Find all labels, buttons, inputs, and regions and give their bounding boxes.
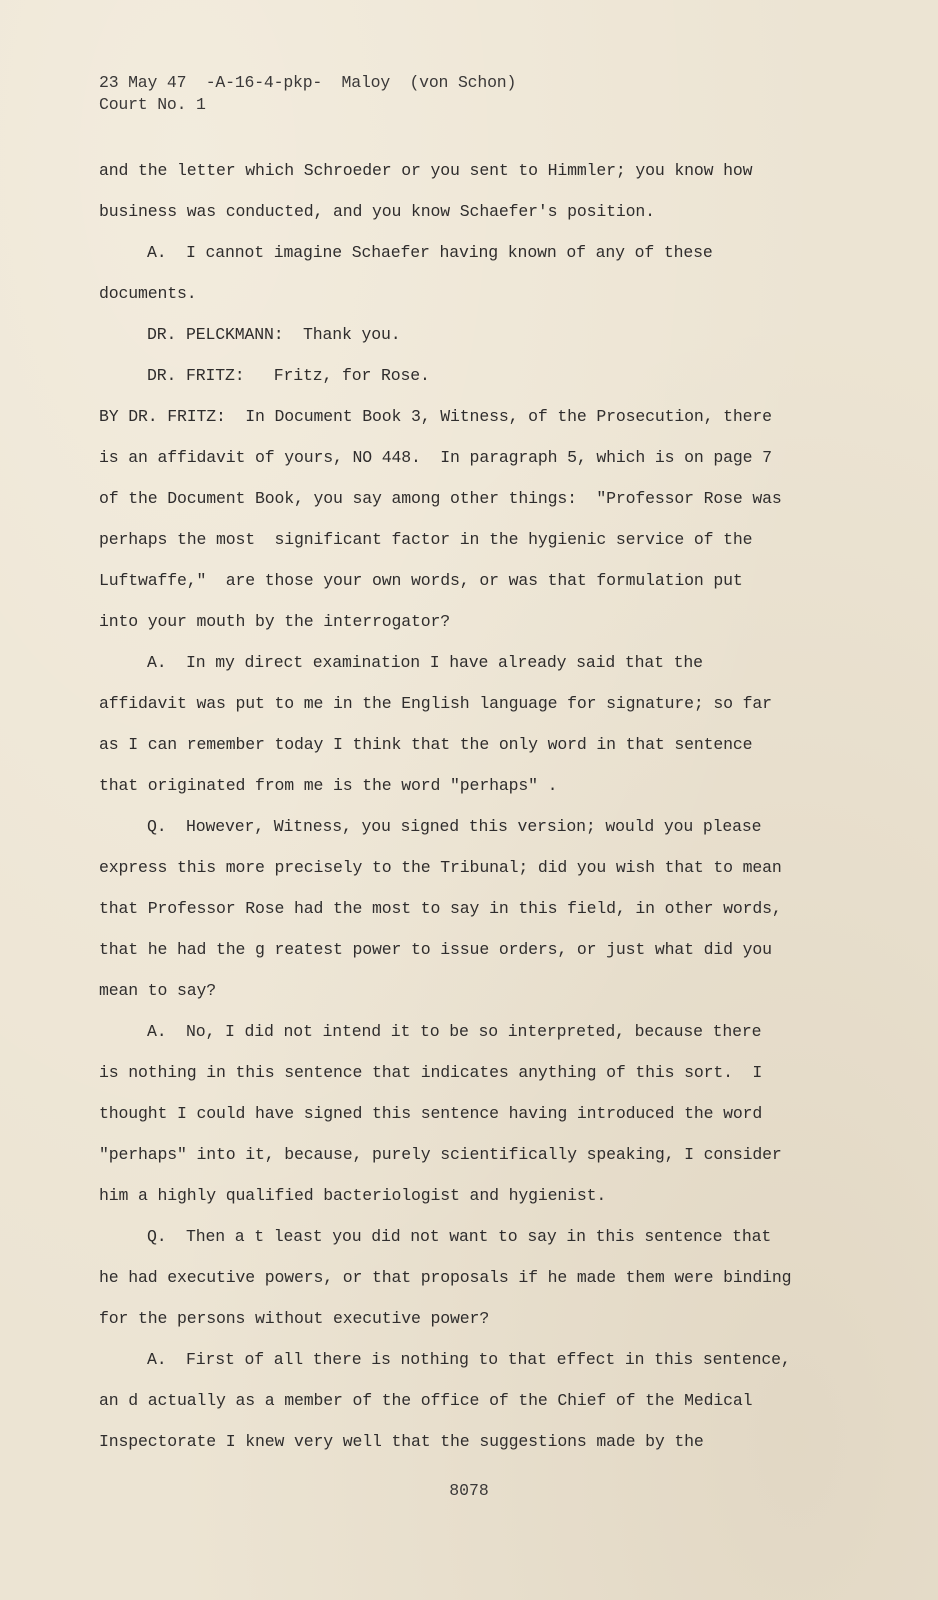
transcript-line: that he had the g reatest power to issue orders, or just what did you [99,940,772,959]
transcript-line: DR. FRITZ: Fritz, for Rose. [147,366,430,385]
header-date-line: 23 May 47 -A-16-4-pkp- Maloy (von Schon) [99,73,517,92]
transcript-line: for the persons without executive power? [99,1309,490,1328]
transcript-line: and the letter which Schroeder or you sent to Himmler; you know how [99,161,753,180]
transcript-line: Luftwaffe," are those your own words, or was that formulation put [99,571,743,590]
transcript-line: is nothing in this sentence that indicates anything of this sort. I [99,1063,763,1082]
page-number: 8078 [449,1481,489,1500]
transcript-line: affidavit was put to me in the English language for signature; so far [99,694,772,713]
transcript-line: A. I cannot imagine Schaefer having known of any of these [147,243,713,262]
transcript-line: thought I could have signed this sentence having introduced the word [99,1104,763,1123]
transcript-line: business was conducted, and you know Schaefer's position. [99,202,655,221]
transcript-line: A. No, I did not intend it to be so interpreted, because there [147,1022,762,1041]
transcript-line: him a highly qualified bacteriologist and hygienist. [99,1186,607,1205]
transcript-line: DR. PELCKMANN: Thank you. [147,325,401,344]
transcript-line: A. First of all there is nothing to that effect in this sentence, [147,1350,791,1369]
transcript-body [99,150,834,1462]
transcript-line: "perhaps" into it, because, purely scientifically speaking, I consider [99,1145,782,1164]
transcript-line: an d actually as a member of the office of the Chief of the Medical [99,1391,753,1410]
transcript-line: Q. However, Witness, you signed this version; would you please [147,817,762,836]
transcript-line: documents. [99,284,197,303]
transcript-line: Q. Then a t least you did not want to say in this sentence that [147,1227,772,1246]
transcript-line: that originated from me is the word "perhaps" . [99,776,558,795]
transcript-line: express this more precisely to the Tribunal; did you wish that to mean [99,858,782,877]
transcript-line: of the Document Book, you say among other things: "Professor Rose was [99,489,782,508]
transcript-line: he had executive powers, or that proposals if he made them were binding [99,1268,792,1287]
page-header [99,72,516,116]
transcript-line: perhaps the most significant factor in the hygienic service of the [99,530,753,549]
transcript-line: as I can remember today I think that the only word in that sentence [99,735,753,754]
transcript-line: A. In my direct examination I have already said that the [147,653,703,672]
transcript-line: into your mouth by the interrogator? [99,612,451,631]
transcript-line: Inspectorate I knew very well that the suggestions made by the [99,1432,704,1451]
transcript-line: that Professor Rose had the most to say in this field, in other words, [99,899,782,918]
header-court-line: Court No. 1 [99,95,206,114]
transcript-line: mean to say? [99,981,217,1000]
transcript-line: BY DR. FRITZ: In Document Book 3, Witness, of the Prosecution, there [99,407,772,426]
transcript-line: is an affidavit of yours, NO 448. In paragraph 5, which is on page 7 [99,448,772,467]
